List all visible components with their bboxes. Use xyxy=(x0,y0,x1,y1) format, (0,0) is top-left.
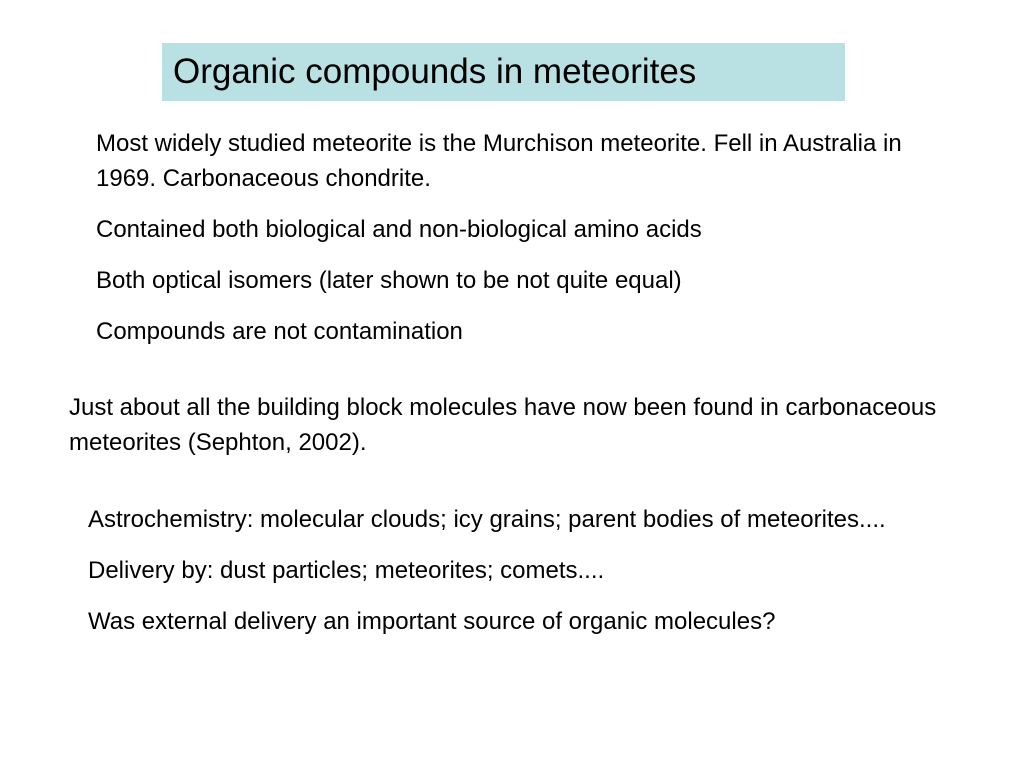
paragraph-not-contamination: Compounds are not contamination xyxy=(96,318,463,345)
text-block-delivery xyxy=(88,502,928,639)
paragraph-amino-acids: Contained both biological and non-biological amino acids xyxy=(96,216,702,243)
text-block-murchison xyxy=(96,126,926,349)
title-banner xyxy=(162,43,845,101)
slide-title: Organic compounds in meteorites xyxy=(173,52,697,91)
text-block-building-blocks xyxy=(69,390,949,460)
paragraph-astrochemistry: Astrochemistry: molecular clouds; icy grains; parent bodies of meteorites.... xyxy=(88,506,886,533)
paragraph-murchison-intro: Most widely studied meteorite is the Murchison meteorite. Fell in Australia in 1969. Carbonaceous chondrite. xyxy=(96,130,902,192)
paragraph-optical-isomers: Both optical isomers (later shown to be not quite equal) xyxy=(96,267,682,294)
paragraph-delivery: Delivery by: dust particles; meteorites; comets.... xyxy=(88,557,605,584)
paragraph-building-blocks: Just about all the building block molecules have now been found in carbonaceous meteorites (Sephton, 2002). xyxy=(69,394,937,456)
paragraph-external-delivery-question: Was external delivery an important source of organic molecules? xyxy=(88,608,776,635)
